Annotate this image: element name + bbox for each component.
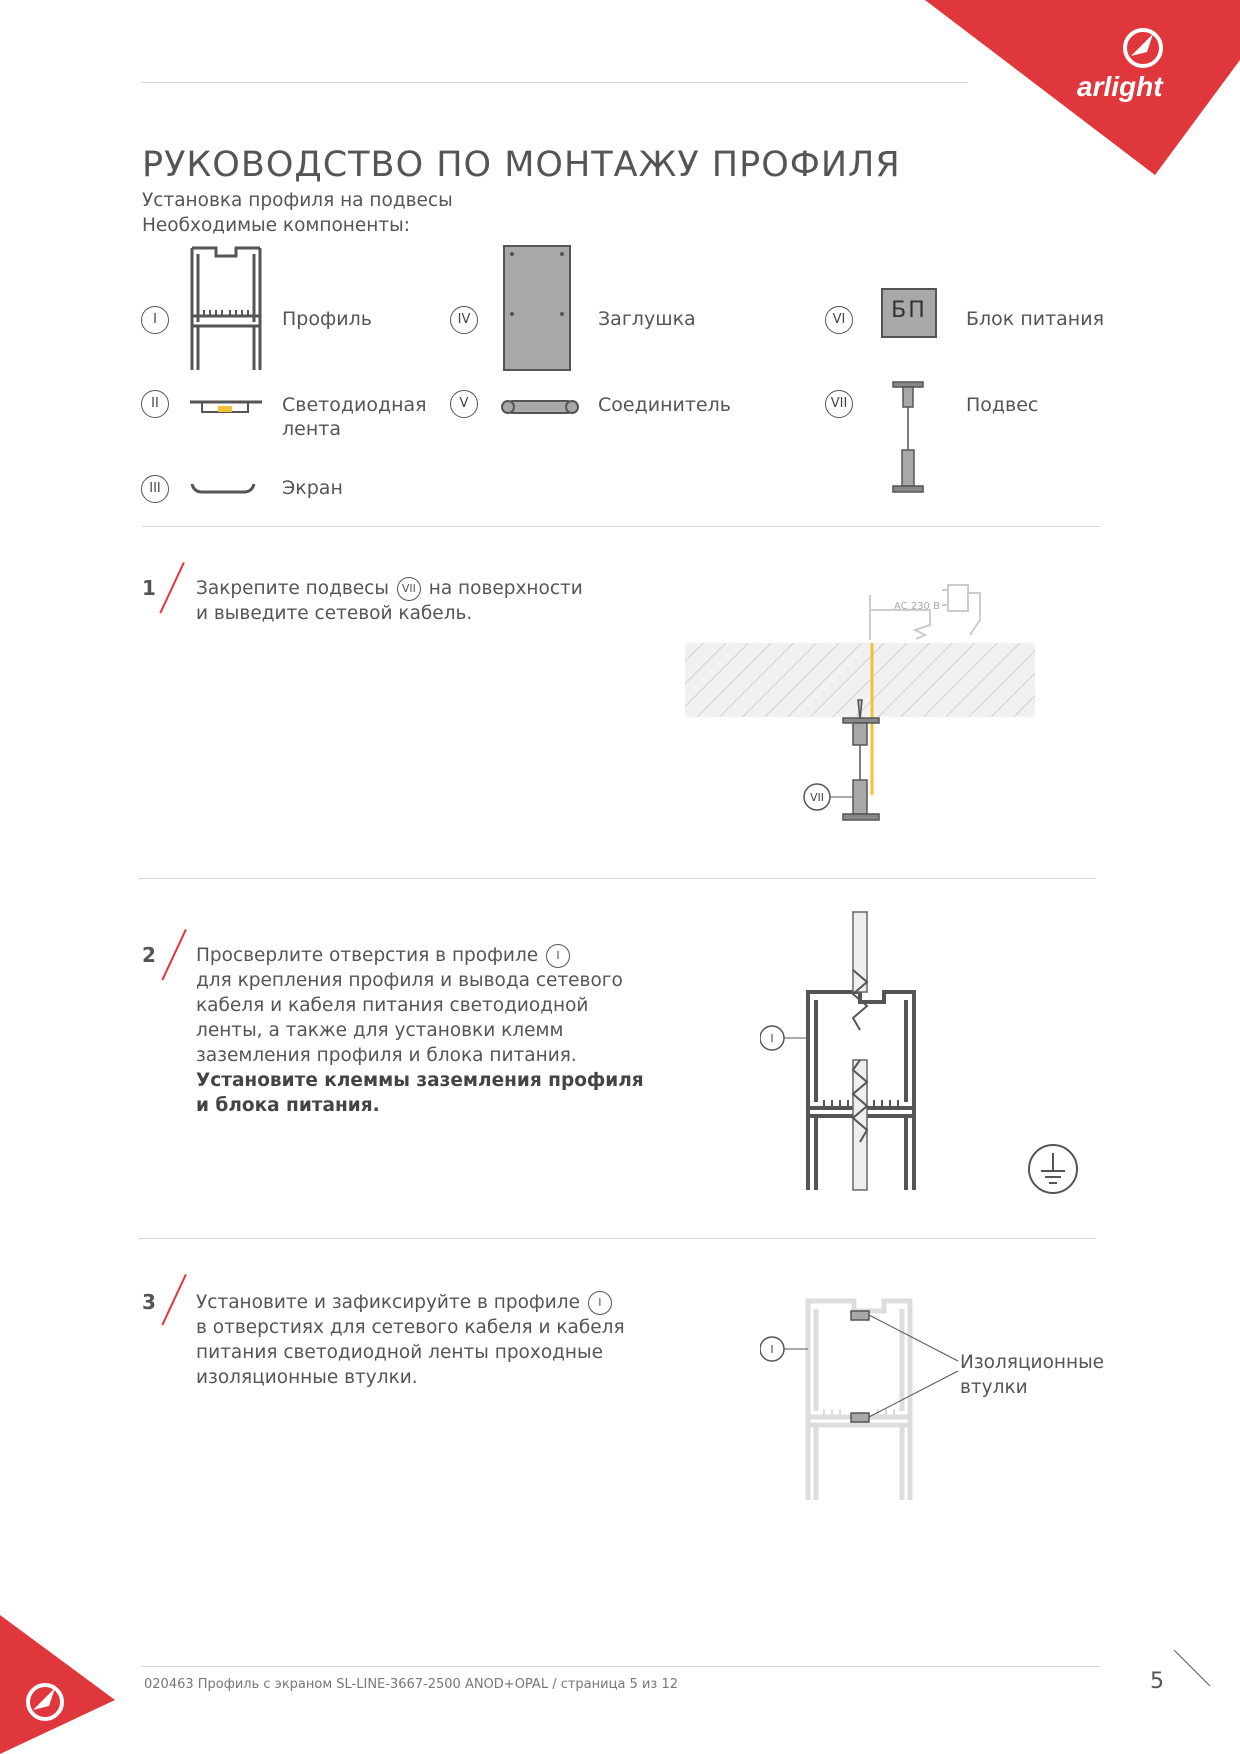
grommet-lower bbox=[851, 1413, 869, 1422]
roman-marker-V: V bbox=[450, 390, 478, 418]
grommet-upper bbox=[851, 1311, 869, 1320]
roman-marker-II: II bbox=[141, 390, 169, 418]
step1-diagram-ref: VII bbox=[809, 791, 825, 804]
component-label-led-strip: Светодиодная лента bbox=[282, 394, 427, 440]
step-slash-3 bbox=[161, 1274, 186, 1326]
corner-bottom-banner bbox=[0, 1615, 120, 1754]
roman-marker-VII: VII bbox=[825, 390, 853, 418]
component-label-profile: Профиль bbox=[282, 308, 372, 330]
section-rule-1 bbox=[142, 526, 1100, 527]
component-label-connector: Соединитель bbox=[598, 394, 731, 416]
ground-symbol-icon bbox=[1027, 1143, 1079, 1195]
grommet-callout: Изоляционные втулки bbox=[960, 1352, 1105, 1398]
section-rule-2 bbox=[138, 878, 1096, 879]
brand-logo-text: arlight bbox=[1077, 71, 1163, 102]
step-slash-2 bbox=[161, 929, 186, 981]
step-text-3: Установите и зафиксируйте в профиле I в отверстиях для сетевого кабеля и кабеля питания светодиодной ленты проходные изоляционные втулки. bbox=[196, 1292, 625, 1388]
intro-line-2: Необходимые компоненты: bbox=[142, 215, 410, 236]
step-number-1: 1 bbox=[142, 576, 156, 600]
roman-marker-VI: VI bbox=[825, 306, 853, 334]
power-supply-badge: БП bbox=[881, 288, 937, 338]
roman-marker-III: III bbox=[141, 475, 169, 503]
step-number-2: 2 bbox=[142, 943, 156, 967]
hanger-drawing bbox=[890, 380, 926, 496]
voltage-label: AC 230 В bbox=[894, 601, 940, 612]
step2-drilling-diagram bbox=[760, 910, 920, 1200]
footer-rule bbox=[142, 1666, 1100, 1667]
end-cap-drawing bbox=[502, 244, 572, 372]
page-number: 5 bbox=[1150, 1669, 1164, 1694]
step1-ref-marker: VII bbox=[397, 577, 421, 601]
corner-logo-banner bbox=[925, 0, 1240, 175]
profile-drawing bbox=[188, 244, 264, 374]
component-label-hanger: Подвес bbox=[966, 394, 1039, 416]
step2-ref-marker: I bbox=[546, 944, 570, 968]
led-strip-drawing bbox=[188, 398, 264, 418]
step3-ref-marker: I bbox=[588, 1291, 612, 1315]
plug-icon bbox=[870, 585, 980, 639]
component-label-screen: Экран bbox=[282, 477, 343, 499]
component-label-power-supply: Блок питания bbox=[966, 308, 1105, 330]
page-title: РУКОВОДСТВО ПО МОНТАЖУ ПРОФИЛЯ bbox=[142, 145, 901, 186]
connector-drawing bbox=[500, 394, 580, 420]
step-number-3: 3 bbox=[142, 1290, 156, 1314]
page-corner-slash bbox=[1172, 1648, 1212, 1688]
footer-text: 020463 Профиль с экраном SL-LINE-3667-2500 ANOD+OPAL / страница 5 из 12 bbox=[144, 1677, 678, 1692]
component-label-end-cap: Заглушка bbox=[598, 308, 696, 330]
top-rule bbox=[142, 82, 968, 83]
step3-grommet-diagram bbox=[760, 1295, 960, 1505]
section-rule-3 bbox=[138, 1238, 1096, 1239]
roman-marker-I: I bbox=[141, 306, 169, 334]
roman-marker-IV: IV bbox=[450, 306, 478, 334]
step3-diagram-ref: I bbox=[770, 1343, 774, 1356]
step-text-1: Закрепите подвесы VII на поверхности и выведите сетевой кабель. bbox=[196, 578, 583, 624]
step-text-2: Просверлите отверстия в профиле I для крепления профиля и вывода сетевого кабеля и кабеля питания светодиодной ленты, а также для установки клемм заземления профиля и блока питания. Установите клеммы заземления профиля и блока питания. bbox=[196, 945, 644, 1116]
step-slash-1 bbox=[159, 562, 184, 614]
step1-ceiling-diagram bbox=[680, 575, 1040, 835]
step2-diagram-ref: I bbox=[770, 1032, 774, 1045]
intro-line-1: Установка профиля на подвесы bbox=[142, 190, 453, 211]
diffuser-screen-drawing bbox=[190, 480, 256, 496]
